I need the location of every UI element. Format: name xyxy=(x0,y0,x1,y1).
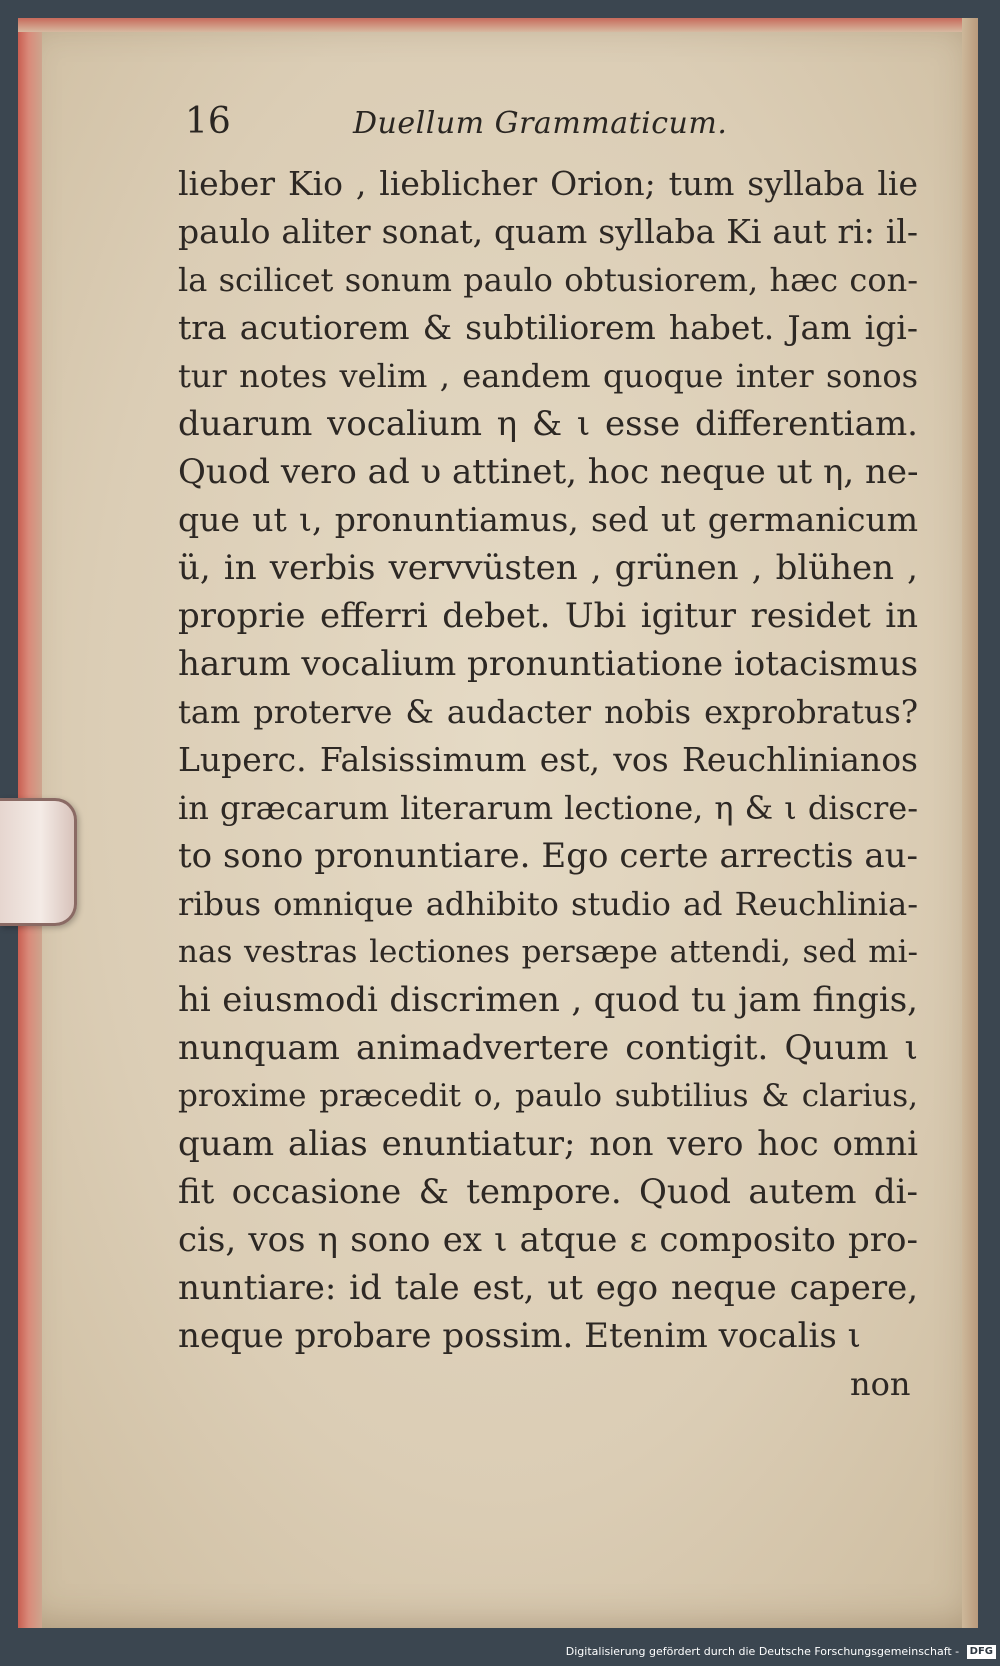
credit-text: Digitalisierung gefördert durch die Deutsche Forschungsgemeinschaft - xyxy=(565,1645,960,1658)
catchword: non xyxy=(850,1365,911,1403)
text-line: in græcarum literarum lectione, η & ι discre- xyxy=(178,789,918,827)
page-number: 16 xyxy=(185,101,231,142)
text-line: tra acutiorem & subtiliorem habet. Jam igi- xyxy=(178,308,918,347)
dfg-logo: DFG xyxy=(967,1645,996,1659)
text-line: to sono pronuntiare. Ego certe arrectis au- xyxy=(178,836,918,876)
text-line: harum vocalium pronuntiatione iotacismus xyxy=(178,644,919,684)
page-header xyxy=(185,100,785,150)
text-line: quam alias enuntiatur; non vero hoc omni xyxy=(178,1124,918,1164)
text-line: paulo aliter sonat, quam syllaba Ki aut ri: il- xyxy=(178,212,918,251)
text-line: lieber Kio , lieblicher Orion; tum syllaba lie xyxy=(178,164,918,203)
text-line: ribus omnique adhibito studio ad Reuchlinia- xyxy=(178,885,918,923)
page-edge-right xyxy=(962,18,978,1628)
text-line: tur notes velim , eandem quoque inter sonos xyxy=(178,357,918,395)
text-line: ü, in verbis vervvüsten , grünen , blühen , xyxy=(178,548,918,588)
text-line: duarum vocalium η & ι esse differentiam. xyxy=(178,404,918,444)
text-line: la scilicet sonum paulo obtusiorem, hæc con- xyxy=(178,261,918,299)
text-line: neque probare possim. Etenim vocalis ι xyxy=(178,1316,861,1356)
text-line: nunquam animadvertere contigit. Quum ι xyxy=(178,1028,918,1068)
body-text xyxy=(178,160,918,1360)
red-page-edge-top xyxy=(18,18,978,32)
text-line: cis, vos η sono ex ι atque ε composito pro- xyxy=(178,1220,918,1260)
text-line: que ut ι, pronuntiamus, sed ut germanicum xyxy=(178,500,918,539)
text-line: tam proterve & audacter nobis exprobratus? xyxy=(178,693,918,731)
text-line: Quod vero ad υ attinet, hoc neque ut η, ne- xyxy=(178,452,919,492)
text-line: hi eiusmodi discrimen , quod tu jam fingis, xyxy=(178,980,918,1020)
text-line: nas vestras lectiones persæpe attendi, sed mi- xyxy=(178,934,918,970)
text-line: Luperc. Falsissimum est, vos Reuchlinianos xyxy=(178,740,918,779)
text-line: proprie efferri debet. Ubi igitur residet in xyxy=(178,596,918,636)
digitization-credit xyxy=(560,1642,996,1662)
running-title: Duellum Grammaticum. xyxy=(353,106,728,141)
text-line: nuntiare: id tale est, ut ego neque capere, xyxy=(178,1268,918,1308)
text-line: proxime præcedit ο, paulo subtilius & clarius, xyxy=(178,1078,918,1114)
book-clip xyxy=(0,798,77,926)
text-line: fit occasione & tempore. Quod autem di- xyxy=(178,1172,918,1212)
